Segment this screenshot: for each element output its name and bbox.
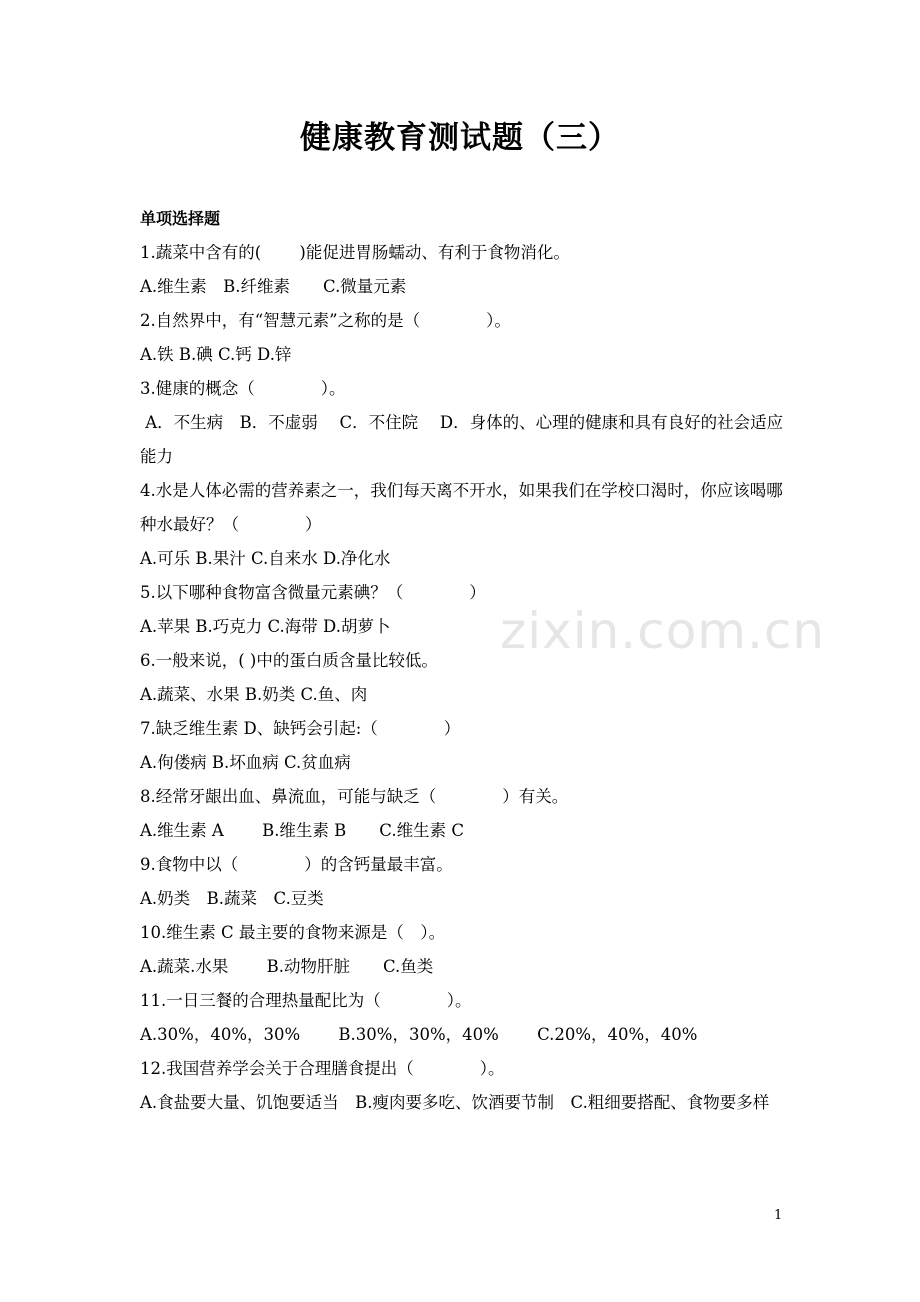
question-3: 3.健康的概念（ ）。 xyxy=(140,379,346,398)
question-6: 6.一般来说，( )中的蛋白质含量比较低。 xyxy=(140,651,438,670)
watermark: zixin.com.cn xyxy=(500,602,826,660)
question-list xyxy=(140,236,790,1120)
options-8: A.维生素 A B.维生素 B C.维生素 C xyxy=(140,821,464,840)
question-11: 11.一日三餐的合理热量配比为（ ）。 xyxy=(140,991,472,1010)
question-9: 9.食物中以（ ）的含钙量最丰富。 xyxy=(140,855,453,874)
options-12: A.食盐要大量、饥饱要适当 B.瘦肉要多吃、饮酒要节制 C.粗细要搭配、食物要多样 xyxy=(140,1093,770,1112)
section-heading: 单项选择题 xyxy=(140,209,221,228)
question-4: 4.水是人体必需的营养素之一，我们每天离不开水，如果我们在学校口渴时，你应该喝哪种水最好？（ ） xyxy=(140,481,783,534)
question-1: 1.蔬菜中含有的( )能促进胃肠蠕动、有利于食物消化。 xyxy=(140,243,570,262)
options-3: A．不生病 B．不虚弱 C．不住院 D．身体的、心理的健康和具有良好的社会适应能力 xyxy=(140,413,784,466)
options-5: A.苹果 B.巧克力 C.海带 D.胡萝卜 xyxy=(140,617,391,636)
question-10: 10.维生素 C 最主要的食物来源是（ ）。 xyxy=(140,923,446,942)
options-4: A.可乐 B.果汁 C.自来水 D.净化水 xyxy=(140,549,391,568)
question-5: 5.以下哪种食物富含微量元素碘？（ ） xyxy=(140,583,486,602)
document-title: 健康教育测试题（三） xyxy=(300,120,620,156)
options-11: A.30%，40%，30% B.30%，30%，40% C.20%，40%，40% xyxy=(140,1025,698,1044)
options-6: A.蔬菜、水果 B.奶类 C.鱼、肉 xyxy=(140,685,368,704)
page-number: 1 xyxy=(774,1208,783,1223)
options-9: A.奶类 B.蔬菜 C.豆类 xyxy=(140,889,324,908)
question-7: 7.缺乏维生素 D、缺钙会引起:（ ） xyxy=(140,719,461,738)
question-2: 2.自然界中，有“智慧元素”之称的是（ ）。 xyxy=(140,311,511,330)
options-2: A.铁 B.碘 C.钙 D.锌 xyxy=(140,345,292,364)
question-12: 12.我国营养学会关于合理膳食提出（ ）。 xyxy=(140,1059,505,1078)
options-1: A.维生素 B.纤维素 C.微量元素 xyxy=(140,277,407,296)
options-7: A.佝偻病 B.坏血病 C.贫血病 xyxy=(140,753,351,772)
question-8: 8.经常牙龈出血、鼻流血，可能与缺乏（ ）有关。 xyxy=(140,787,569,806)
options-10: A.蔬菜.水果 B.动物肝脏 C.鱼类 xyxy=(140,957,434,976)
